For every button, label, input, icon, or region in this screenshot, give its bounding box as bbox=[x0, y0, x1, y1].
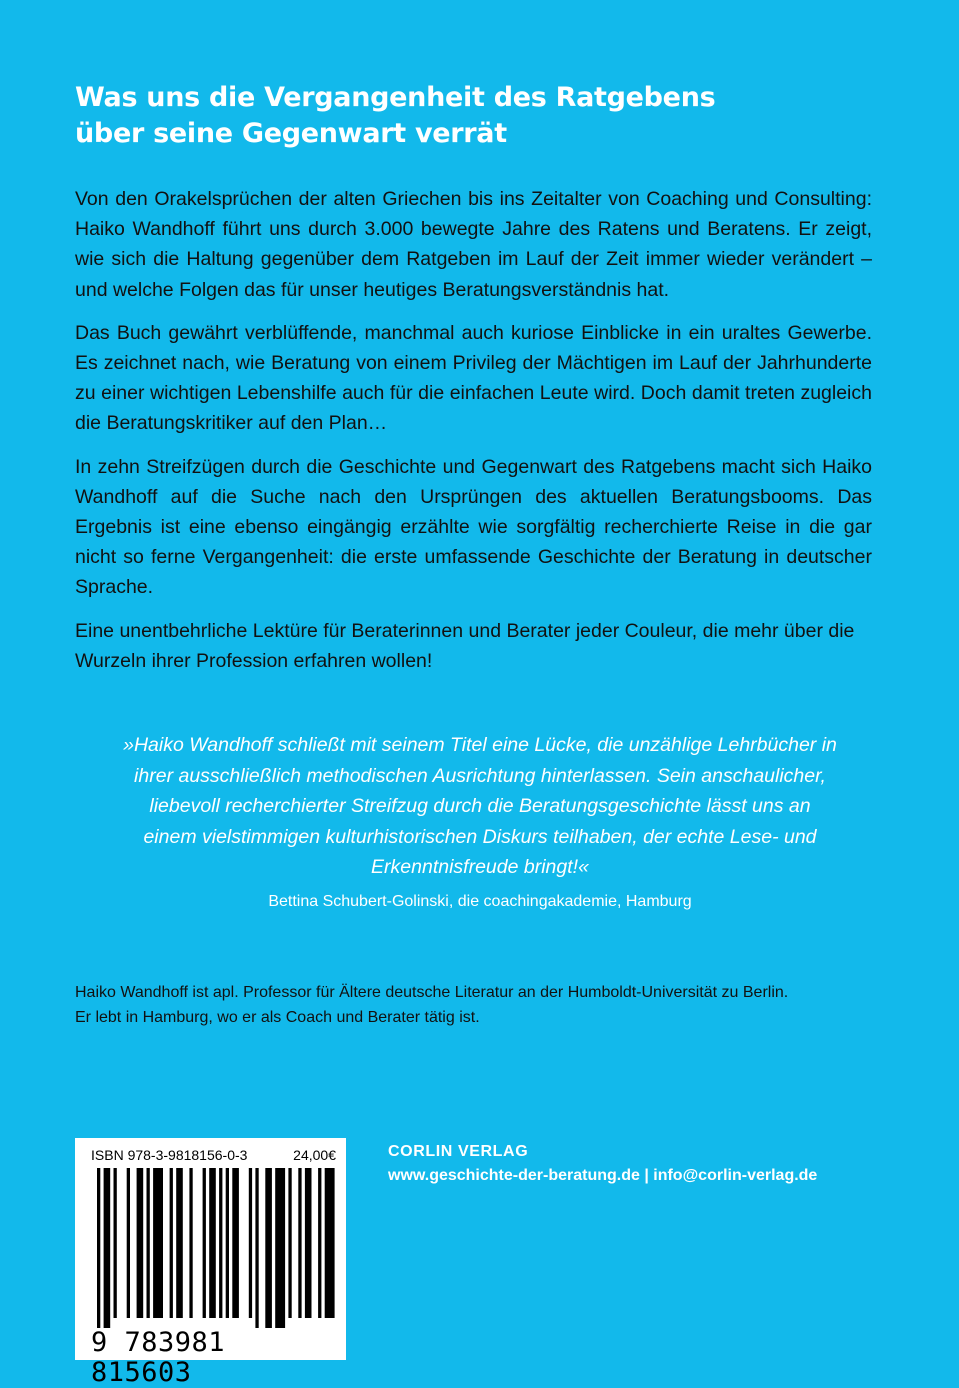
quote-line-5: Erkenntnisfreude bringt!« bbox=[371, 856, 589, 878]
barcode-bar bbox=[127, 1168, 130, 1318]
barcode-bar bbox=[325, 1168, 335, 1318]
author-bio-line-2: Er lebt in Hamburg, wo er als Coach und Berater tätig ist. bbox=[75, 1009, 480, 1026]
barcode-box bbox=[75, 1138, 346, 1388]
barcode-bar bbox=[97, 1168, 100, 1328]
barcode-bar bbox=[226, 1168, 229, 1318]
barcode-bar bbox=[288, 1168, 291, 1318]
quote-line-3: liebevoll recherchierter Streifzug durch die Beratungsgeschichte lässt uns an bbox=[149, 795, 811, 817]
barcode-bar bbox=[104, 1168, 111, 1328]
barcode-bar bbox=[170, 1168, 173, 1318]
barcode-bar bbox=[114, 1168, 117, 1318]
barcode-bar bbox=[305, 1168, 312, 1318]
barcode-bar bbox=[147, 1168, 150, 1318]
headline-line-2: über seine Gegenwart verrät bbox=[75, 118, 507, 149]
barcode-bar bbox=[137, 1168, 144, 1318]
barcode-bar bbox=[176, 1168, 183, 1318]
blurb-text bbox=[75, 184, 872, 689]
barcode-digits: 9 783981 815603 bbox=[91, 1327, 226, 1388]
testimonial-quote bbox=[75, 730, 885, 883]
testimonial bbox=[75, 730, 885, 913]
isbn-row bbox=[91, 1146, 336, 1164]
blurb-paragraph-3: In zehn Streifzügen durch die Geschichte und Gegenwart des Ratgebens macht sich Haiko Wandhoff auf die Suche nach den Ursprüngen des aktuellen Beratungsbooms. Das Ergebnis ist eine ebenso eingängig erzählte wie sorgfältig recherchierte Reise in die gar nicht so ferne Vergangenheit: die erste umfassende Geschichte der Beratung in deutscher Sprache. bbox=[75, 455, 872, 599]
publisher-info bbox=[388, 1140, 817, 1188]
testimonial-attribution: Bettina Schubert-Golinski, die coachingakademie, Hamburg bbox=[268, 892, 692, 910]
isbn-number: ISBN 978-3-9818156-0-3 bbox=[91, 1147, 248, 1163]
blurb-paragraph-2: Das Buch gewährt verblüffende, manchmal auch kuriose Einblicke in ein uraltes Gewerbe. Es zeichnet nach, wie Beratung von einem Privileg der Mächtigen im Lauf der Jahrhunderte zu einer wichtigen Lebenshilfe auch für die einfachen Leute wird. Doch damit treten zugleich die Beratungskritiker auf den Plan… bbox=[75, 321, 872, 435]
quote-line-4: einem vielstimmigen kulturhistorischen Diskurs teilhaben, der echte Lese- und bbox=[143, 825, 817, 848]
barcode-bar bbox=[232, 1168, 239, 1318]
blurb-paragraph-4: Eine unentbehrliche Lektüre für Beraterinnen und Berater jeder Couleur, die mehr über die Wurzeln ihrer Profession erfahren wollen! bbox=[75, 619, 855, 672]
barcode-bar bbox=[203, 1168, 206, 1318]
author-bio bbox=[75, 980, 875, 1030]
blurb-paragraph-1: Von den Orakelsprüchen der alten Griechen bis ins Zeitalter von Coaching und Consulting: Haiko Wandhoff führt uns durch 3.000 bewegte Jahre des Ratens und Beratens. Er zeigt, wie sich die Haltung gegenüber dem Ratgeben im Lauf der Zeit immer wieder verändert – und welche Folgen das für unser heutiges Beratungsverständnis hat. bbox=[75, 188, 872, 301]
barcode-bar bbox=[219, 1168, 222, 1318]
publisher-name: CORLIN VERLAG bbox=[388, 1143, 529, 1160]
quote-line-2: ihrer ausschließlich methodischen Ausrichtung hinterlassen. Sein anschaulicher, bbox=[134, 764, 826, 787]
barcode-bar bbox=[209, 1168, 216, 1318]
barcode-bars bbox=[91, 1168, 336, 1328]
headline bbox=[75, 80, 895, 152]
barcode-bar bbox=[255, 1168, 258, 1328]
quote-line-1: »Haiko Wandhoff schließt mit seinem Titel eine Lücke, die unzählige Lehrbücher in bbox=[123, 734, 837, 756]
barcode-bar bbox=[318, 1168, 321, 1318]
publisher-contact: www.geschichte-der-beratung.de | info@corlin-verlag.de bbox=[388, 1167, 818, 1184]
barcode-bar bbox=[298, 1168, 301, 1318]
barcode-bar bbox=[275, 1168, 285, 1328]
barcode-bar bbox=[249, 1168, 252, 1318]
barcode-bar bbox=[189, 1168, 192, 1318]
barcode-bar bbox=[153, 1168, 163, 1318]
book-price: 24,00€ bbox=[293, 1147, 336, 1163]
barcode-bar bbox=[265, 1168, 272, 1328]
author-bio-line-1: Haiko Wandhoff ist apl. Professor für Ältere deutsche Literatur an der Humboldt-Universität zu Berlin. bbox=[75, 984, 789, 1001]
headline-line-1: Was uns die Vergangenheit des Ratgebens bbox=[75, 82, 716, 113]
